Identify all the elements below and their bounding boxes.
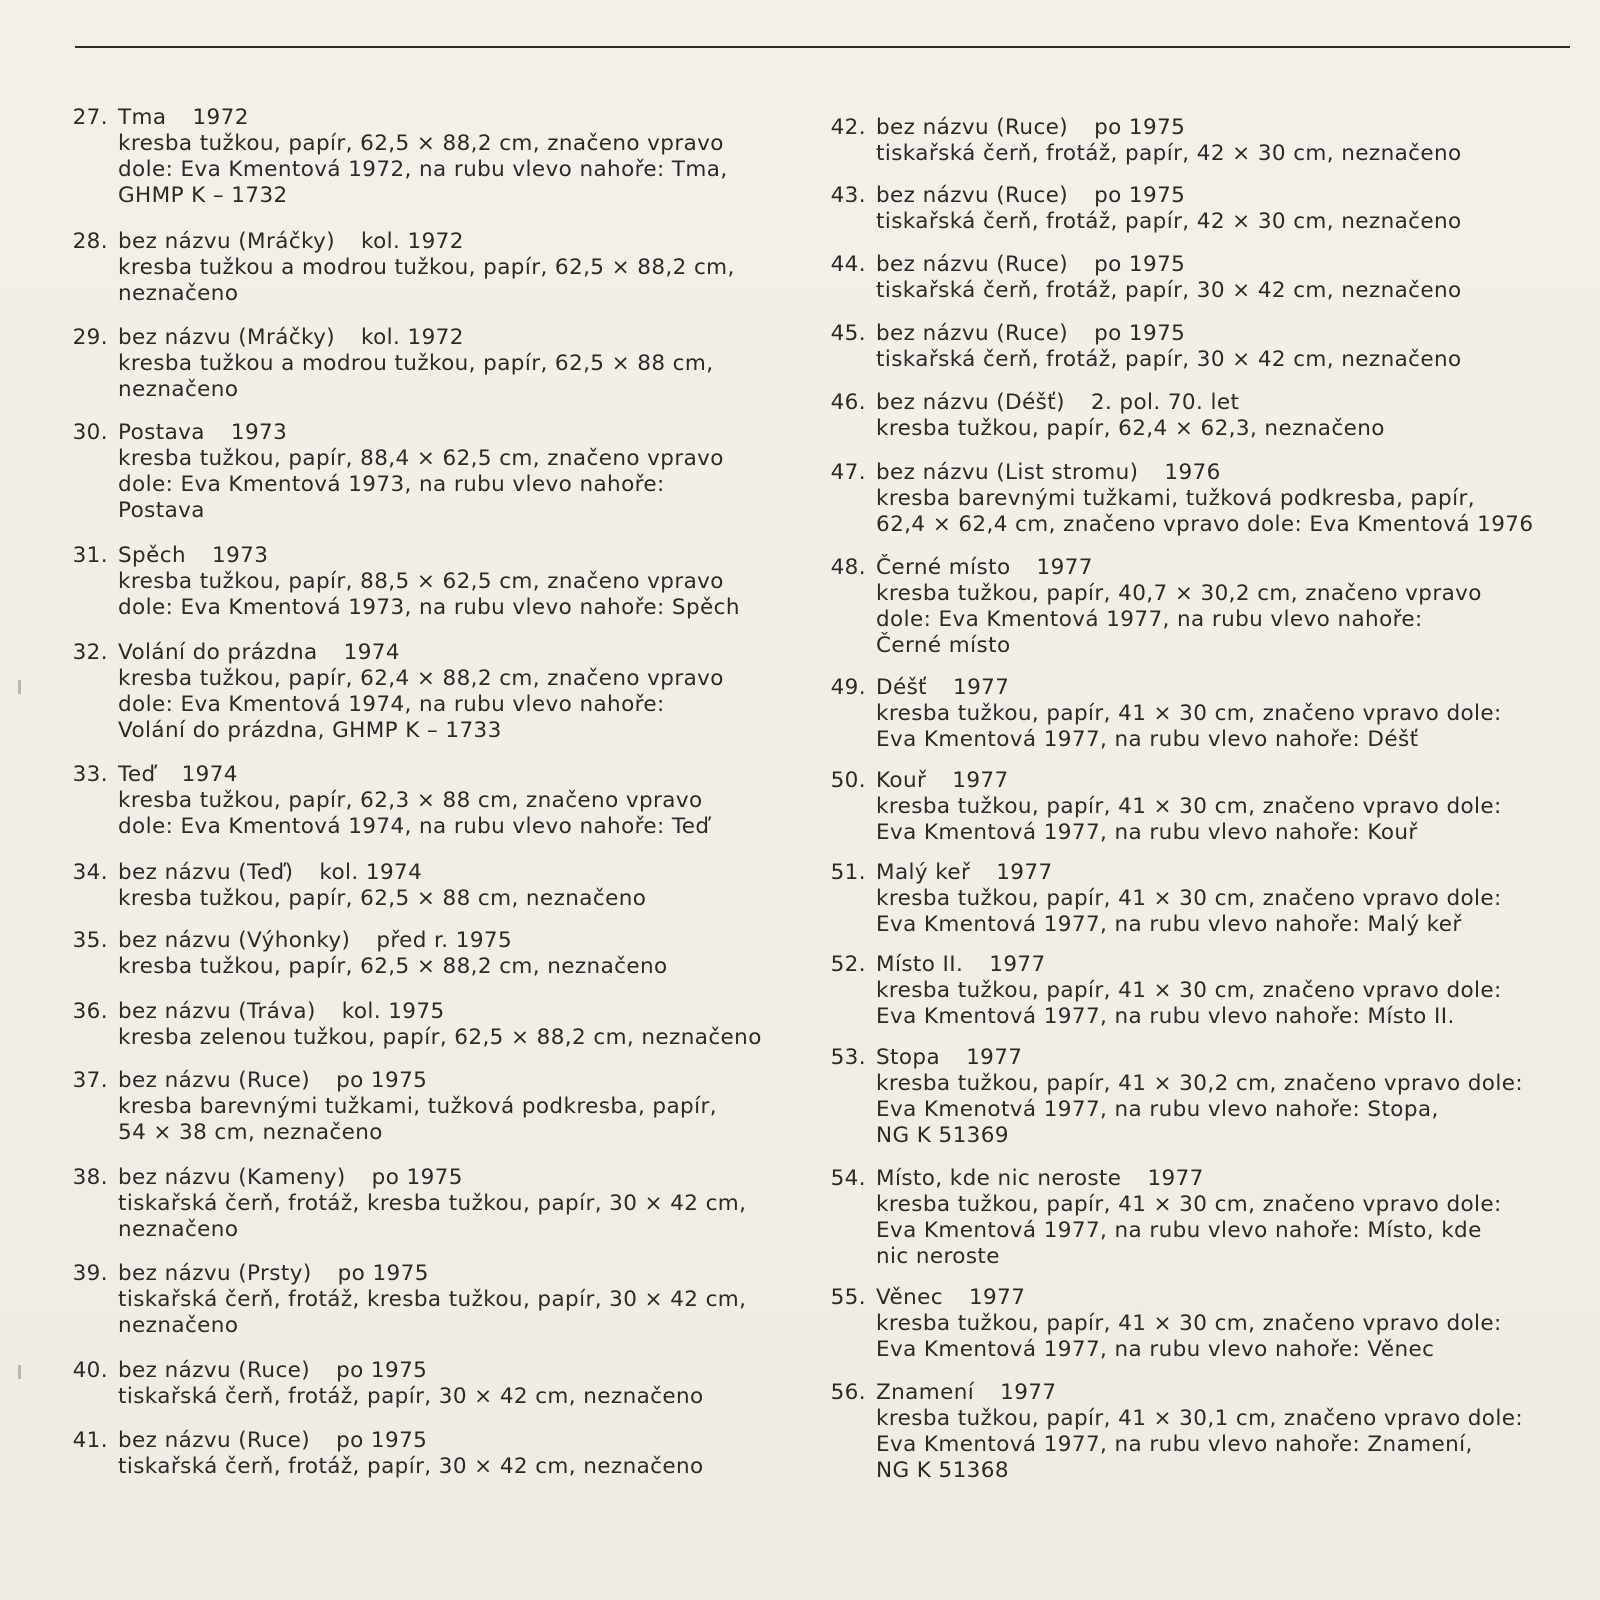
catalogue-entry xyxy=(60,1358,805,1410)
entry-description: kresba tužkou a modrou tužkou, papír, 62,5 × 88,2 cm, neznačeno xyxy=(118,255,735,306)
entry-date: kol. 1972 xyxy=(361,325,464,350)
entry-date: 1976 xyxy=(1164,460,1221,485)
entry-title: Kouř xyxy=(876,768,927,793)
entry-title: bez názvu (Ruce) xyxy=(876,183,1069,208)
top-rule xyxy=(75,46,1570,48)
entry-number: 36. xyxy=(72,999,108,1024)
entry-number: 44. xyxy=(830,252,866,277)
entry-number: 41. xyxy=(72,1428,108,1453)
catalogue-entry xyxy=(60,640,805,744)
entry-description: tiskařská čerň, frotáž, papír, 42 × 30 cm, neznačeno xyxy=(876,141,1462,166)
entry-date: po 1975 xyxy=(337,1261,429,1286)
entry-number: 52. xyxy=(830,952,866,977)
entry-title: bez názvu (Mráčky) xyxy=(118,229,336,254)
entry-title: bez názvu (Ruce) xyxy=(876,321,1069,346)
entry-date: po 1975 xyxy=(336,1428,428,1453)
entry-number: 34. xyxy=(72,860,108,885)
catalogue-entry xyxy=(60,1165,805,1243)
entry-title: Malý keř xyxy=(876,860,971,885)
entry-title: Znamení xyxy=(876,1380,975,1405)
catalogue-entry xyxy=(818,321,1578,373)
entry-number: 53. xyxy=(830,1045,866,1070)
entry-number: 29. xyxy=(72,325,108,350)
entry-date: 1973 xyxy=(230,420,288,445)
entry-date: kol. 1972 xyxy=(361,229,464,254)
entry-description: kresba tužkou, papír, 62,5 × 88 cm, neznačeno xyxy=(118,886,647,911)
entry-number: 42. xyxy=(830,115,866,140)
entry-number: 30. xyxy=(72,420,108,445)
entry-number: 56. xyxy=(830,1380,866,1405)
catalogue-entry xyxy=(818,1285,1578,1363)
entry-title: Postava xyxy=(118,420,205,445)
catalogue-entry xyxy=(818,1166,1578,1270)
entry-number: 27. xyxy=(72,105,108,130)
entry-date: 1977 xyxy=(996,860,1053,885)
entry-description: kresba tužkou, papír, 62,5 × 88,2 cm, neznačeno xyxy=(118,954,668,979)
entry-number: 37. xyxy=(72,1068,108,1093)
entry-date: 1974 xyxy=(343,640,400,665)
entry-number: 40. xyxy=(72,1358,108,1383)
entry-number: 39. xyxy=(72,1261,108,1286)
entry-date: po 1975 xyxy=(336,1358,428,1383)
entry-description: tiskařská čerň, frotáž, papír, 42 × 30 cm, neznačeno xyxy=(876,209,1462,234)
entry-number: 43. xyxy=(830,183,866,208)
entry-title: Stopa xyxy=(876,1045,941,1070)
entry-title: bez názvu (Mráčky) xyxy=(118,325,336,350)
catalogue-entry xyxy=(60,762,805,840)
entry-title: bez názvu (Déšť) xyxy=(876,390,1065,415)
catalogue-entry xyxy=(818,1045,1578,1149)
entry-title: bez názvu (Ruce) xyxy=(118,1068,311,1093)
entry-number: 38. xyxy=(72,1165,108,1190)
entry-title: Tma xyxy=(118,105,167,130)
entry-date: po 1975 xyxy=(1094,183,1186,208)
entry-title: Místo II. xyxy=(876,952,964,977)
entry-number: 47. xyxy=(830,460,866,485)
entry-date: 1977 xyxy=(953,675,1010,700)
entry-title: Místo, kde nic neroste xyxy=(876,1166,1122,1191)
entry-date: po 1975 xyxy=(1094,321,1186,346)
entry-date: před r. 1975 xyxy=(376,928,513,953)
entry-description: kresba tužkou, papír, 40,7 × 30,2 cm, značeno vpravo dole: Eva Kmentová 1977, na rubu vlevo nahoře: Černé místo xyxy=(876,581,1482,658)
entry-title: bez názvu (Výhonky) xyxy=(118,928,351,953)
entry-number: 32. xyxy=(72,640,108,665)
entry-date: 1977 xyxy=(1000,1380,1057,1405)
catalogue-entry xyxy=(818,390,1578,442)
catalogue-entry xyxy=(818,555,1578,659)
entry-title: bez názvu (Kameny) xyxy=(118,1165,346,1190)
edge-mark xyxy=(18,1365,21,1379)
entry-date: 1977 xyxy=(1147,1166,1204,1191)
entry-number: 55. xyxy=(830,1285,866,1310)
entry-description: kresba tužkou, papír, 62,4 × 62,3, neznačeno xyxy=(876,416,1385,441)
catalogue-entry xyxy=(60,1428,805,1480)
catalogue-entry xyxy=(818,252,1578,304)
entry-description: tiskařská čerň, frotáž, papír, 30 × 42 cm, neznačeno xyxy=(118,1384,704,1409)
entry-description: kresba tužkou, papír, 88,4 × 62,5 cm, značeno vpravo dole: Eva Kmentová 1973, na rubu vlevo nahoře: Postava xyxy=(118,446,724,523)
entry-date: po 1975 xyxy=(1094,252,1186,277)
entry-number: 31. xyxy=(72,543,108,568)
entry-description: kresba tužkou, papír, 88,5 × 62,5 cm, značeno vpravo dole: Eva Kmentová 1973, na rubu vlevo nahoře: Spěch xyxy=(118,569,740,620)
entry-description: kresba tužkou, papír, 62,4 × 88,2 cm, značeno vpravo dole: Eva Kmentová 1974, na rubu vlevo nahoře: Volání do prázdna, GHMP K – 1733 xyxy=(118,666,724,743)
catalogue-entry xyxy=(60,420,805,524)
entry-description: tiskařská čerň, frotáž, papír, 30 × 42 cm, neznačeno xyxy=(118,1454,704,1479)
entry-description: kresba tužkou, papír, 41 × 30 cm, značeno vpravo dole: Eva Kmentová 1977, na rubu vlevo nahoře: Věnec xyxy=(876,1311,1502,1362)
entry-number: 45. xyxy=(830,321,866,346)
catalogue-entry xyxy=(60,1261,805,1339)
entry-date: kol. 1974 xyxy=(319,860,423,885)
entry-title: bez názvu (Ruce) xyxy=(118,1358,311,1383)
catalogue-entry xyxy=(60,325,805,403)
entry-date: po 1975 xyxy=(336,1068,428,1093)
entry-title: bez názvu (Prsty) xyxy=(118,1261,312,1286)
entry-date: 2. pol. 70. let xyxy=(1090,390,1240,415)
entry-date: 1974 xyxy=(181,762,238,787)
entry-description: kresba tužkou, papír, 41 × 30 cm, značeno vpravo dole: Eva Kmentová 1977, na rubu vlevo nahoře: Kouř xyxy=(876,794,1502,845)
catalogue-entry xyxy=(60,229,805,307)
entry-date: 1977 xyxy=(966,1045,1023,1070)
entry-title: bez názvu (Ruce) xyxy=(876,115,1069,140)
entry-description: kresba barevnými tužkami, tužková podkresba, papír, 54 × 38 cm, neznačeno xyxy=(118,1094,717,1145)
entry-number: 48. xyxy=(830,555,866,580)
entry-title: bez názvu (Ruce) xyxy=(876,252,1069,277)
entry-number: 28. xyxy=(72,229,108,254)
catalogue-entry xyxy=(60,999,805,1051)
entry-title: Věnec xyxy=(876,1285,943,1310)
entry-description: kresba tužkou, papír, 41 × 30,2 cm, značeno vpravo dole: Eva Kmenotvá 1977, na rubu vlevo nahoře: Stopa, NG K 51369 xyxy=(876,1071,1524,1148)
entry-title: Spěch xyxy=(118,543,186,568)
entry-date: 1977 xyxy=(989,952,1046,977)
entry-title: bez názvu (List stromu) xyxy=(876,460,1139,485)
entry-description: kresba tužkou, papír, 41 × 30 cm, značeno vpravo dole: Eva Kmentová 1977, na rubu vlevo nahoře: Místo, kde nic neroste xyxy=(876,1192,1502,1269)
catalogue-entry xyxy=(818,675,1578,753)
catalogue-entry xyxy=(818,460,1578,538)
entry-number: 33. xyxy=(72,762,108,787)
entry-title: bez názvu (Teď) xyxy=(118,860,294,885)
edge-mark xyxy=(18,680,21,694)
entry-description: kresba tužkou a modrou tužkou, papír, 62,5 × 88 cm, neznačeno xyxy=(118,351,714,402)
entry-date: po 1975 xyxy=(371,1165,463,1190)
entry-description: kresba barevnými tužkami, tužková podkresba, papír, 62,4 × 62,4 cm, značeno vpravo dole: Eva Kmentová 1976 xyxy=(876,486,1534,537)
entry-description: tiskařská čerň, frotáž, papír, 30 × 42 cm, neznačeno xyxy=(876,347,1462,372)
catalogue-entry xyxy=(818,860,1578,938)
entry-date: 1977 xyxy=(968,1285,1026,1310)
catalogue-entry xyxy=(818,1380,1578,1484)
catalogue-entry xyxy=(818,768,1578,846)
entry-number: 50. xyxy=(830,768,866,793)
entry-date: po 1975 xyxy=(1094,115,1186,140)
entry-description: kresba tužkou, papír, 62,3 × 88 cm, značeno vpravo dole: Eva Kmentová 1974, na rubu vlevo nahoře: Teď xyxy=(118,788,710,839)
entry-number: 54. xyxy=(830,1166,866,1191)
entry-date: 1972 xyxy=(192,105,249,130)
catalogue-entry xyxy=(818,183,1578,235)
entry-title: bez názvu (Tráva) xyxy=(118,999,316,1024)
entry-description: tiskařská čerň, frotáž, kresba tužkou, papír, 30 × 42 cm, neznačeno xyxy=(118,1191,747,1242)
entry-number: 51. xyxy=(830,860,866,885)
entry-title: Déšť xyxy=(876,675,928,700)
entry-description: tiskařská čerň, frotáž, papír, 30 × 42 cm, neznačeno xyxy=(876,278,1462,303)
entry-number: 49. xyxy=(830,675,866,700)
catalogue-entry xyxy=(60,105,805,209)
entry-description: kresba tužkou, papír, 41 × 30 cm, značeno vpravo dole: Eva Kmentová 1977, na rubu vlevo nahoře: Malý keř xyxy=(876,886,1502,937)
entry-date: 1977 xyxy=(1036,555,1093,580)
catalogue-entry xyxy=(60,860,805,912)
entry-date: 1973 xyxy=(211,543,269,568)
entry-description: kresba zelenou tužkou, papír, 62,5 × 88,2 cm, neznačeno xyxy=(118,1025,762,1050)
entry-description: kresba tužkou, papír, 41 × 30 cm, značeno vpravo dole: Eva Kmentová 1977, na rubu vlevo nahoře: Déšť xyxy=(876,701,1502,752)
entry-description: kresba tužkou, papír, 41 × 30,1 cm, značeno vpravo dole: Eva Kmentová 1977, na rubu vlevo nahoře: Znamení, NG K 51368 xyxy=(876,1406,1524,1483)
entry-title: Černé místo xyxy=(876,555,1011,580)
entry-number: 46. xyxy=(830,390,866,415)
entry-title: bez názvu (Ruce) xyxy=(118,1428,311,1453)
entry-description: tiskařská čerň, frotáž, kresba tužkou, papír, 30 × 42 cm, neznačeno xyxy=(118,1287,747,1338)
catalogue-entry xyxy=(818,115,1578,167)
entry-date: kol. 1975 xyxy=(341,999,445,1024)
entry-number: 35. xyxy=(72,928,108,953)
entry-title: Volání do prázdna xyxy=(118,640,318,665)
catalogue-entry xyxy=(60,1068,805,1146)
entry-date: 1977 xyxy=(952,768,1009,793)
catalogue-entry xyxy=(818,952,1578,1030)
entry-title: Teď xyxy=(118,762,156,787)
catalogue-entry xyxy=(60,543,805,621)
catalogue-entry xyxy=(60,928,805,980)
entry-description: kresba tužkou, papír, 41 × 30 cm, značeno vpravo dole: Eva Kmentová 1977, na rubu vlevo nahoře: Místo II. xyxy=(876,978,1502,1029)
entry-description: kresba tužkou, papír, 62,5 × 88,2 cm, značeno vpravo dole: Eva Kmentová 1972, na rubu vlevo nahoře: Tma, GHMP K – 1732 xyxy=(118,131,728,208)
